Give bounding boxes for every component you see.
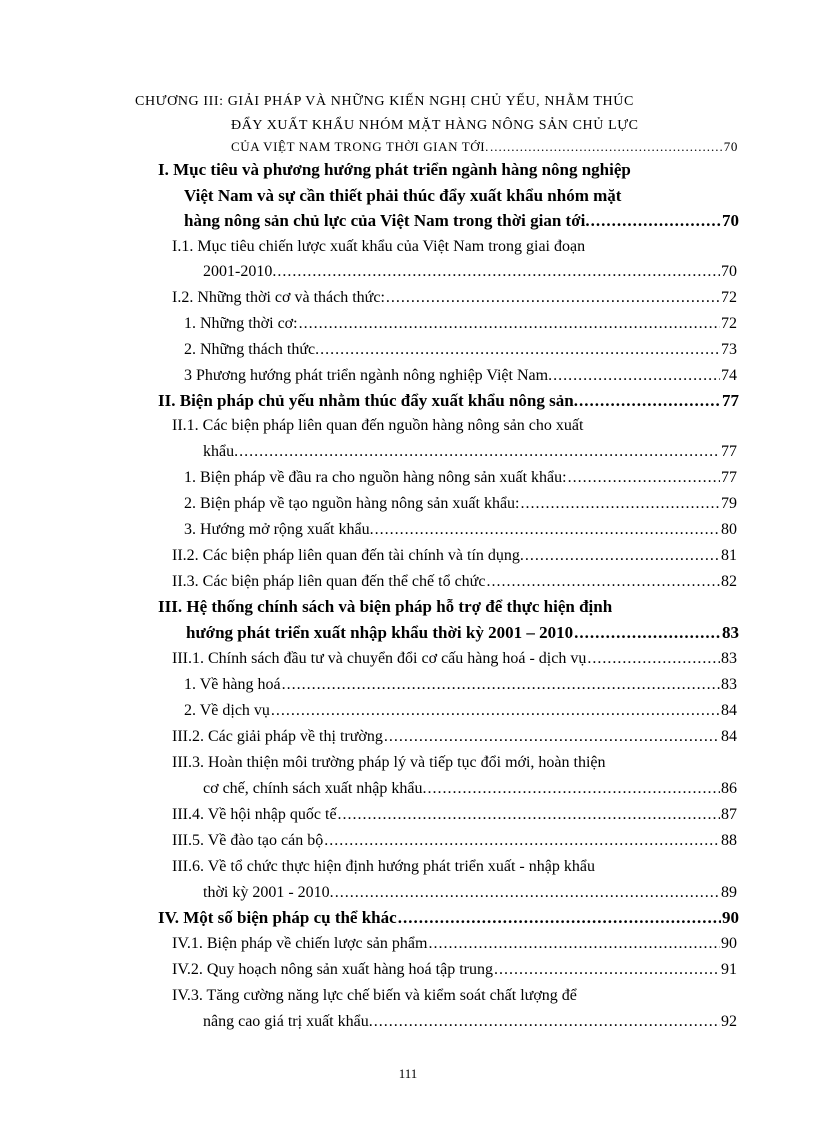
section-i-line3: hàng nông sản chủ lực của Việt Nam trong thời gian tới.: [184, 211, 590, 230]
leader-dots: [579, 391, 721, 411]
page-ref: 82: [721, 573, 737, 590]
entry-text: thời kỳ 2001 - 2010.: [203, 884, 334, 901]
entry-text: I.2. Những thời cơ và thách thức:: [172, 289, 385, 306]
page-ref: 86: [721, 780, 737, 797]
section-iii-line1: III. Hệ thống chính sách và biện pháp hỗ trợ để thực hiện định: [158, 597, 613, 616]
entry-text: IV.2. Quy hoạch nông sản xuất hàng hoá tập trung: [172, 961, 493, 978]
leader-dots: [521, 494, 721, 514]
toc-entry-i2-1[interactable]: [184, 314, 737, 334]
page-ref: 92: [721, 1013, 737, 1030]
toc-entry-section-i[interactable]: [184, 211, 739, 231]
toc-entry-i2-2[interactable]: [184, 340, 737, 360]
leader-dots: [490, 137, 723, 157]
leader-dots: [324, 831, 720, 851]
toc-entry-iii6[interactable]: [203, 883, 737, 903]
page-ref: 70: [723, 139, 738, 154]
toc-entry-iii1-1[interactable]: [184, 675, 737, 695]
leader-dots: [239, 442, 720, 462]
chapter-title-line1: CHƯƠNG III: GIẢI PHÁP VÀ NHỮNG KIẾN NGHỊ CHỦ YẾU, NHẰM THÚC: [135, 94, 634, 109]
entry-text: IV. Một số biện pháp cụ thể khác: [158, 908, 397, 927]
leader-dots: [338, 805, 720, 825]
toc-entry-ii1-3[interactable]: [184, 520, 737, 540]
leader-dots: [282, 675, 720, 695]
page-ref: 77: [721, 469, 737, 486]
leader-dots: [494, 960, 720, 980]
toc-entry-section-iv[interactable]: [158, 908, 739, 928]
leader-dots: [320, 340, 720, 360]
toc-entry-iii3[interactable]: [203, 779, 737, 799]
leader-dots: [384, 727, 720, 747]
entry-text: khẩu.: [203, 443, 239, 460]
toc-entry-i3[interactable]: [184, 366, 737, 386]
chapter-title-line2: ĐẨY XUẤT KHẨU NHÓM MẶT HÀNG NÔNG SẢN CHỦ LỰC: [231, 118, 639, 133]
toc-entry-section-ii[interactable]: [158, 391, 739, 411]
page-ref: 79: [721, 495, 737, 512]
leader-dots: [271, 701, 720, 721]
toc-entry-iii5[interactable]: [172, 831, 737, 851]
entry-text: III.5. Về đào tạo cán bộ: [172, 832, 324, 849]
leader-dots: [398, 908, 721, 928]
leader-dots: [386, 288, 720, 308]
leader-dots: [568, 468, 720, 488]
toc-entry-ii1-2[interactable]: [184, 494, 737, 514]
toc-entry-iii4[interactable]: [172, 805, 737, 825]
page-ref: 70: [721, 263, 737, 280]
toc-entry-ii3[interactable]: [172, 572, 737, 592]
page-ref: 80: [721, 521, 737, 538]
entry-text: III.4. Về hội nhập quốc tế: [172, 806, 337, 823]
entry-text: IV.1. Biện pháp về chiến lược sản phẩm: [172, 935, 428, 952]
page-ref: 77: [721, 443, 737, 460]
page-ref: 77: [722, 391, 739, 410]
entry-text: III.2. Các giải pháp về thị trường: [172, 728, 383, 745]
entry-text: nâng cao giá trị xuất khẩu.: [203, 1013, 373, 1030]
leader-dots: [587, 649, 720, 669]
entry-text: 2. Về dịch vụ: [184, 702, 270, 719]
leader-dots: [335, 883, 720, 903]
toc-entry-iv1[interactable]: [172, 934, 737, 954]
section-i-line1: I. Mục tiêu và phương hướng phát triển ngành hàng nông nghiệp: [158, 160, 631, 179]
page-ref: 90: [722, 908, 739, 927]
page-ref: 73: [721, 341, 737, 358]
page-ref: 89: [721, 884, 737, 901]
page-ref: 91: [721, 961, 737, 978]
page-ref: 70: [722, 211, 739, 230]
entry-text: 1. Biện pháp về đầu ra cho nguồn hàng nông sản xuất khẩu:: [184, 469, 567, 486]
entry-iii3-line1: III.3. Hoàn thiện môi trường pháp lý và tiếp tục đổi mới, hoàn thiện: [172, 754, 606, 771]
entry-text: 3. Hướng mở rộng xuất khẩu.: [184, 521, 374, 538]
toc-entry-i1[interactable]: [203, 262, 737, 282]
entry-text: hướng phát triển xuất nhập khẩu thời kỳ 2001 – 2010: [186, 623, 574, 642]
leader-dots: [591, 211, 721, 231]
entry-iii6-line1: III.6. Về tổ chức thực hiện định hướng phát triển xuất - nhập khẩu: [172, 858, 595, 875]
chapter-title-line3: CỦA VIỆT NAM TRONG THỜI GIAN TỚI.: [231, 139, 490, 154]
toc-entry-iv2[interactable]: [172, 960, 737, 980]
toc-entry-ii2[interactable]: [172, 546, 737, 566]
entry-text: 1. Những thời cơ:: [184, 315, 298, 332]
leader-dots: [574, 623, 721, 643]
page-number: 111: [398, 1066, 418, 1081]
toc-entry-iii2[interactable]: [172, 727, 737, 747]
section-i-line2: Việt Nam và sự cần thiết phải thúc đẩy xuất khẩu nhóm mặt: [184, 186, 622, 205]
toc-entry-iv3[interactable]: [203, 1012, 737, 1032]
entry-text: II. Biện pháp chủ yếu nhằm thúc đẩy xuất khẩu nông sản.: [158, 391, 578, 410]
entry-text: 3 Phương hướng phát triển ngành nông nghiệp Việt Nam.: [184, 367, 553, 384]
toc-entry-i2[interactable]: [172, 288, 737, 308]
toc-entry-ii1[interactable]: [203, 442, 737, 462]
entry-i1-line1: I.1. Mục tiêu chiến lược xuất khẩu của Việt Nam trong giai đoạn: [172, 238, 586, 255]
page-ref: 72: [721, 289, 737, 306]
leader-dots: [375, 520, 720, 540]
page-ref: 87: [721, 806, 737, 823]
page-ref: 84: [721, 702, 737, 719]
page-ref: 72: [721, 315, 737, 332]
entry-text: 2. Biện pháp về tạo nguồn hàng nông sản xuất khẩu:: [184, 495, 520, 512]
entry-text: II.2. Các biện pháp liên quan đến tài chính và tín dụng.: [172, 547, 524, 564]
entry-text: 2001-2010.: [203, 263, 277, 280]
leader-dots: [374, 1012, 720, 1032]
entry-text: 1. Về hàng hoá: [184, 676, 281, 693]
page-ref: 83: [721, 676, 737, 693]
page-ref: 83: [722, 623, 739, 642]
leader-dots: [428, 779, 721, 799]
entry-text: cơ chế, chính sách xuất nhập khẩu.: [203, 780, 427, 797]
page-ref: 81: [721, 547, 737, 564]
entry-text: II.3. Các biện pháp liên quan đến thể chế tổ chức: [172, 573, 486, 590]
toc-entry-iii1-2[interactable]: [184, 701, 737, 721]
leader-dots: [277, 262, 720, 282]
page-ref: 88: [721, 832, 737, 849]
leader-dots: [553, 366, 720, 386]
page-ref: 83: [721, 650, 737, 667]
page-ref: 84: [721, 728, 737, 745]
leader-dots: [428, 934, 720, 954]
leader-dots: [486, 572, 720, 592]
toc-entry-iii1[interactable]: [172, 649, 737, 669]
toc-entry-section-iii[interactable]: [186, 623, 739, 643]
entry-text: III.1. Chính sách đầu tư và chuyển đổi cơ cấu hàng hoá - dịch vụ: [172, 650, 587, 667]
leader-dots: [525, 546, 720, 566]
entry-iv3-line1: IV.3. Tăng cường năng lực chế biến và kiểm soát chất lượng để: [172, 987, 577, 1004]
entry-text: 2. Những thách thức.: [184, 341, 320, 358]
entry-ii1-line1: II.1. Các biện pháp liên quan đến nguồn hàng nông sản cho xuất: [172, 417, 584, 434]
toc-entry-chapter[interactable]: [231, 137, 738, 157]
leader-dots: [299, 314, 720, 334]
page-ref: 74: [721, 367, 737, 384]
toc-entry-ii1-1[interactable]: [184, 468, 737, 488]
page-ref: 90: [721, 935, 737, 952]
